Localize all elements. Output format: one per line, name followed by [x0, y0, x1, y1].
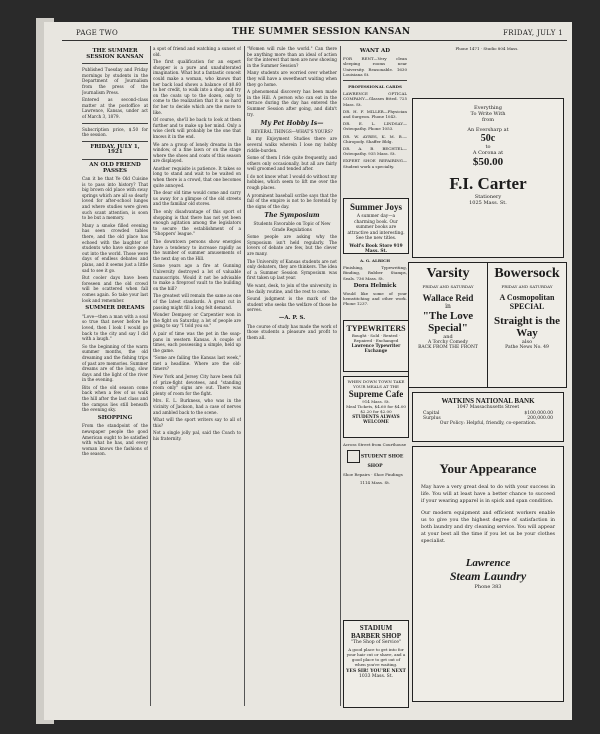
shoe-shop-name: STUDENT SHOE SHOP: [360, 454, 404, 470]
bowersock-feature: Straight is the Way: [494, 315, 560, 339]
barber-address: 1033 Mass. St.: [359, 674, 393, 679]
bowersock-extra: Pathe News No. 49: [505, 345, 549, 350]
carter-line3: from: [482, 117, 494, 123]
bank-capital: Capital $100,000.00: [423, 411, 553, 416]
column-rule: [340, 46, 341, 706]
barber-name-2: BARBER SHOP: [351, 632, 401, 640]
bank-policy: Our Policy: Helpful, friendly, co-operation.: [439, 421, 537, 426]
varsity-days: FRIDAY AND SATURDAY: [422, 284, 474, 289]
barber-name-1: STADIUM: [359, 624, 393, 632]
bank-surplus: Surplus 200,000.00: [423, 416, 553, 421]
column-1: THE SUMMER SESSION KANSAN Published Tuesday and Friday mornings by students in the Department of Journalism from the press of the Journalism Press. Entered as second-class matter at the postoffice at Lawrence, Kansas, under act of March 3, 1879. Subscription price, $.50 for the session. FRIDAY, JULY 1, 1921 AN OLD FRIEND PASSES Can it be that Ye Old Cuisine is to pass into history? That big brown old place with sway springs which are all so dearly loved for after-school lunges and where studies were given such scant attention, is soon to be but a memory. Many a smoke filled evening has seen crowded tables there, and the old place has echoed with the laughter of students who have since gone out into the world. Those were days of endless debates and plans, and it seems just a little sad to see it go. But cooler days have been foreseen and the old crowd will be scattered when fall comes again. So take your last look and remember. SUMMER DREAMS "Love—then a man with a soul so true that never before he loved, then I look I would go back to the city and say I did with a laugh." So the beginning of the warm summer months, the old dreaming and the fishing trips of past are memories. Summer dreams are of the long, slow days and the light of the river in the evening. Bits of the old season come back when a few of us walk the hill after the last class and the campus lies still beneath the evening sky. SHOPPING From the standpoint of the newspaper people the good American ought to be satisfied with what he has, and every woman knows the fashions of the season.: [82, 48, 148, 457]
headline-summer-dreams: SUMMER DREAMS: [85, 305, 145, 312]
bowersock-star: A Cosmopolitan SPECIAL: [499, 293, 555, 311]
carter-stationery-ad: [412, 98, 564, 258]
symposium-sig: —A. P. S.: [278, 314, 306, 321]
column-rule: [244, 46, 245, 706]
varsity-extra: A Torchy Comedy: [427, 340, 469, 345]
stadium-barber-ad: STADIUM BARBER SHOP "The Shop of Service" A good place to get into for your hair cut or shave, and a good place to get out of when you're waiting. YES SIR! YOU'RE NEXT 1033 Mass. St.: [343, 620, 409, 708]
shoe-shop-address: 1114 Mass. St.: [359, 479, 391, 485]
dora-helmick: Dora Helmick: [353, 282, 397, 289]
symposium-heading: The Symposium: [264, 212, 320, 220]
carter-line4: An Eversharp at: [467, 127, 509, 133]
supreme-cafe-ad: [343, 376, 409, 438]
laundry-head: Your Appearance: [439, 461, 537, 476]
theater-ad: [408, 262, 567, 388]
varsity-in: in: [445, 303, 451, 310]
bowersock-also: also: [521, 339, 533, 345]
masthead-title: THE SUMMER SESSION KANSAN: [232, 27, 411, 37]
typewriters-ad: TYPEWRITERS Bought · Sold · Rented · Repaired · Exchanged Lawrence Typewriter Exchange: [343, 320, 409, 372]
carter-sub: Stationery: [474, 194, 502, 200]
typewriters-title: TYPEWRITERS: [346, 324, 406, 333]
barber-motto: "The Shop of Service": [350, 640, 401, 645]
summer-joys-store: Wolf's Book Store 919 Mass. St.: [349, 243, 403, 254]
varsity-and: and: [443, 334, 453, 340]
laundry-body: May have a very great deal to do with your success in life. You will at least have a better chance to succeed if your wearing apparel is in spick and span condition.: [421, 485, 555, 504]
varsity-panel: [409, 263, 488, 387]
carter-name: F.I. Carter: [449, 174, 527, 193]
column-4-lower: Across Street from Courthouse STUDENT SHOE SHOP Shoe Repairs · Shoe Findings 1114 Mass. St.: [343, 442, 407, 485]
summer-joys-title: Summer Joys: [349, 202, 403, 212]
laundry-name-2: Steam Laundry: [449, 569, 527, 584]
column-2: a spot of friend and watching a sunset of old. The first qualification for an expert shopper is a pure and unadulterated imagination. What but a fantastic conceit could make a woman, who knows that her back load shows a balance of $0.60 to her credit, to walk into a shop and try on the coats up to the dozen, only to come to the realization that it is so hard for her to decide which are the more to like. Of course, she'll be back to look at them further and to make up her mind. Only a wise clerk will probably be the one that knows it in the end. We are a group of lonely dreams in the window, of a fine lawn or on the stage where the shoes and coats of this season are displayed. Another requisite is patience. It takes so long to stand and wait to be waited on when there is a crowd, that one becomes quite annoyed. The dear old time would come and carry us away for a glimpse of the old streets and the familiar old stores. The only disadvantage of this sport of shopping is that there has not yet been enough agitation among the legislators to secure the establishment of a "Shoppers' league." The downtown persons show energies have a tendency to increase rapidly as the number of summer amusements of the next day on the Hill. Some years ago a fire at Gunning University destroyed a lot of valuable manuscripts. Would it not be advisable to make a fireproof vault to the building on the hill? The greatest will remain the same as one of the latest standards. A great cut in passing might fill a long felt demand. Wonder Dempsey or Carpentier won in the fight on Saturday, a lot of people are going to say "I told you so." A pair of time was the pet in the soap-pans in western Kansas. A couple of times, each possessing a simple, held up the game. "Some are failing the Kansas last week," met a headline. Where are the old-timers? New York and Jersey City have been full of prize-fight devotees, and "standing room only" signs are out. There was plenty of room for the fight. Mrs. E. L. Burkness, who was in the vicinity of Jackson, had a case of nerves and ambled back to the scene. What will the sport writers say to all of this? Not a single jolly pal, said the Coach to his fraternity.: [153, 46, 241, 441]
laundry-ad: [412, 446, 564, 702]
carter-line6: A Corona at: [472, 150, 504, 156]
laundry-name-1: Lawrence: [465, 557, 511, 570]
barber-yes: YES SIR! YOU'RE NEXT: [346, 669, 406, 674]
laundry-phone: Phone 383: [474, 584, 502, 591]
headline-shopping: SHOPPING: [97, 414, 133, 421]
headline-old-friend: AN OLD FRIEND PASSES: [89, 161, 141, 174]
column-4-ads: WANT AD FOR RENT—Very clean sleeping rooms near University. Reasonable. 1630 Louisiana St. PROFESSIONAL CARDS LAWRENCE OPTICAL COMPANY—Glasses fitted. 725 Mass. St. DR. H. F. MILLER—Physician and Surgeon. Phone 1043. DR. E. L. LINDSAY—Osteopathy. Phone 1053. DR. W. AYRES, K. M. B.—Chiropody. Shaffer Bldg. DR. A. B. BECHTEL—Osteopathy. 935 Mass. St. EXPERT SHOE REPAIRING—Student work a specialty.: [343, 48, 407, 169]
carter-line1: Everything: [474, 105, 502, 111]
paper-name: THE SUMMER SESSION KANSAN: [86, 48, 144, 60]
column-rule: [150, 46, 151, 706]
masthead-left: PAGE TWO: [76, 29, 119, 37]
boot-icon: [347, 450, 360, 463]
summer-joys-ad: [343, 198, 409, 254]
column-4-mid: A. G. ALRICH Finishing, Typewriting, Binding, Rubber Stamps, Seals. 736 Mass. St. Dora Helmick Would like some of your hemstitching and other work. Phone 1237.: [343, 258, 407, 307]
typewriters-sub: Lawrence Typewriter Exchange: [351, 343, 401, 353]
watkins-bank-ad: [412, 392, 564, 442]
right-top-text: Phone 1471 · Studio 804 Mass.: [455, 46, 519, 51]
carter-line5: to: [485, 144, 491, 150]
column-3: "Women will rule the world." Can there be anything more than an ideal of action for the interest that men are now showing in the Summer Session? Many students are worried over whether they will have a sweetheart waiting when they go home. A phenomenal discovery has been made in the Hill. A person who can eat in the terrace during the day has entered the Summer Session after going, and didn't try. My Pet Hobby Is— REVERAL THINGS—WHAT'S YOURS? In my Enjoyment Studies there are several walks wherein I lose my hobby riddle-burden. Some of them I ride quite frequently, and others only occasionally, but all are fairly well groomed and tended after. I do not know what I would do without my hobbies, which seem to lift me over the rough places. A prominent baseball scribe says that the fall of the empire is not to be foretold by the signs of the day. The Symposium Students Favorable on Topic of New Grade Regulations Some people are asking why the Symposium isn't held regularly. The lovers of debate are few, but the clever are many. The University of Kansas students are not only debaters, they are thinkers. The idea of a Summer Session Symposium was first taken up last year. We want, desk, to join of the university, in the daily routine, and the rest to come. Sound judgment is the mark of the student who seeks the welfare of those he serves. —A. P. S. The course of study has made the work of those students a pleasure and profit to them all.: [247, 46, 337, 340]
cafe-students: STUDENTS ALWAYS WELCOME: [352, 414, 400, 424]
issue-date: FRIDAY, JULY 1, 1921: [90, 143, 140, 156]
varsity-feature: "The Love Special": [422, 310, 474, 334]
varsity-star: Wallace Reid: [422, 293, 474, 303]
carter-price-2: $50.00: [472, 156, 504, 168]
carter-address: 1025 Mass. St.: [469, 200, 507, 206]
masthead: [62, 26, 567, 41]
varsity-title: Varsity: [426, 266, 470, 281]
bank-address: 1047 Massachusetts Street: [456, 405, 520, 410]
carter-line2: To Write With: [470, 111, 506, 117]
summer-joys-text: A summer day—a charming book. Our summer books are attractive and interesting. See the new titles.: [347, 214, 405, 241]
carter-price-1: 50c: [480, 133, 496, 144]
laundry-body-2: Our modern equipment and efficient workers enable us to give you the highest degree of satisfaction in both laundry and dry cleaning service. You will appear at your best all the time if you let us be your clothes specialist.: [421, 511, 555, 544]
varsity-extra-2: BACK FROM THE FRONT: [418, 345, 478, 350]
bank-name: WATKINS NATIONAL BANK: [441, 397, 535, 405]
masthead-right: FRIDAY, JULY 1: [503, 29, 563, 37]
bowersock-days: FRIDAY AND SATURDAY: [501, 284, 553, 289]
cafe-tickets: Meal Tickets, $4.60 for $4.00 $2.20 for $2.00: [346, 404, 406, 414]
bowersock-title: Bowersock: [494, 266, 560, 281]
cafe-line: WHEN DOWN TOWN TAKE YOUR MEALS AT THE: [347, 379, 405, 389]
poem-title: My Pet Hobby Is—: [260, 120, 324, 128]
bowersock-panel: [488, 263, 566, 387]
cafe-address: 914 Mass. St.: [362, 399, 390, 404]
want-ad-heading: WANT AD: [359, 48, 391, 54]
cafe-name: Supreme Cafe: [348, 389, 404, 399]
